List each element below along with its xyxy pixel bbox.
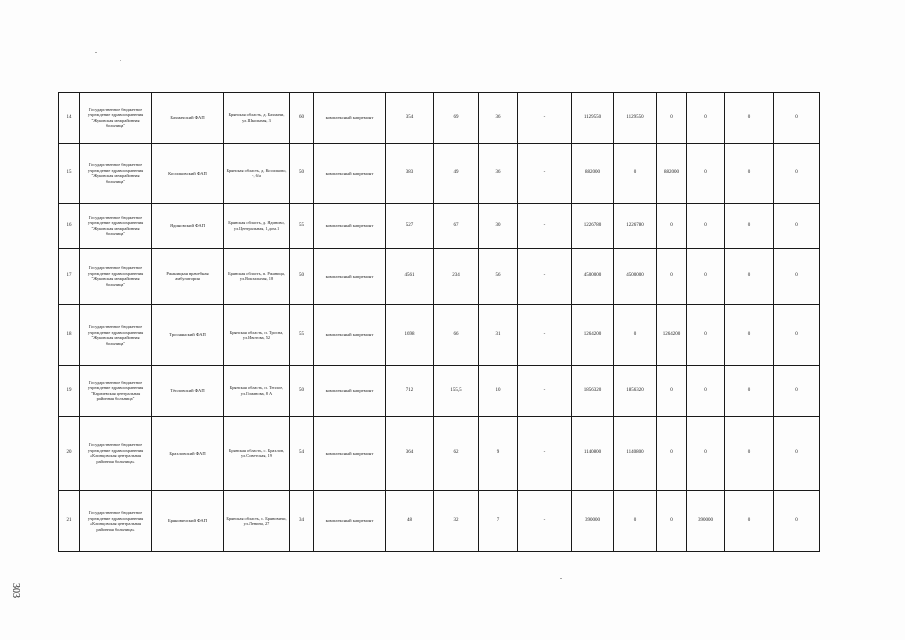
- value-col-8: 155,5: [434, 365, 479, 416]
- facility-name: Тёпловский ФАП: [152, 365, 224, 416]
- value-col-5: 55: [290, 204, 314, 248]
- row-number: 20: [59, 416, 80, 491]
- value-col-10: -: [518, 248, 572, 305]
- value-col-7: 354: [386, 93, 434, 144]
- works-type: комплексный капремонт: [314, 365, 386, 416]
- cost-col-13: 882000: [657, 143, 687, 204]
- organization-name: Государственное бюджетное учреждение здравоохранения "Жуковская межрайонная больница": [80, 248, 152, 305]
- table-row: [59, 365, 820, 416]
- value-col-9: 31: [479, 305, 518, 366]
- facility-name: Троснянский ФАП: [152, 305, 224, 366]
- organization-name: Государственное бюджетное учреждение здравоохранения «Клинцовская центральная районная больница»: [80, 416, 152, 491]
- row-number: 19: [59, 365, 80, 416]
- cost-total: 1226780: [572, 204, 614, 248]
- value-col-10: -: [518, 305, 572, 366]
- facility-address: Брянская область, п. Теплое, ул.Гоманова, 8 А: [224, 365, 290, 416]
- cost-col-14: 0: [687, 416, 725, 491]
- value-col-9: 30: [479, 204, 518, 248]
- cost-col-12: 1856320: [614, 365, 657, 416]
- facility-name: Ядиновский ФАП: [152, 204, 224, 248]
- value-col-7: 383: [386, 143, 434, 204]
- works-type: комплексный капремонт: [314, 305, 386, 366]
- value-col-5: 60: [290, 93, 314, 144]
- value-col-10: -: [518, 204, 572, 248]
- cost-col-15: 0: [725, 93, 774, 144]
- table-row: [59, 416, 820, 491]
- facility-address: Брянская область, д. Косилково, -, 6/а: [224, 143, 290, 204]
- value-col-8: 69: [434, 93, 479, 144]
- value-col-7: 364: [386, 416, 434, 491]
- cost-col-12: 4500000: [614, 248, 657, 305]
- cost-col-16: 0: [774, 416, 820, 491]
- cost-total: 1140800: [572, 416, 614, 491]
- cost-col-14: 0: [687, 248, 725, 305]
- value-col-5: 50: [290, 143, 314, 204]
- table-row: [59, 93, 820, 144]
- value-col-8: 234: [434, 248, 479, 305]
- works-type: комплексный капремонт: [314, 491, 386, 552]
- value-col-10: -: [518, 93, 572, 144]
- scan-speck: [120, 60, 121, 61]
- organization-name: Государственное бюджетное учреждение здравоохранения «Клинцовская центральная районная больница»: [80, 491, 152, 552]
- cost-col-13: 0: [657, 93, 687, 144]
- works-type: комплексный капремонт: [314, 416, 386, 491]
- value-col-7: 712: [386, 365, 434, 416]
- cost-col-12: 1226780: [614, 204, 657, 248]
- cost-col-14: 0: [687, 365, 725, 416]
- organization-name: Государственное бюджетное учреждение здравоохранения "Карачевская центральная районная больница": [80, 365, 152, 416]
- cost-col-15: 0: [725, 143, 774, 204]
- cost-col-15: 0: [725, 248, 774, 305]
- facility-address: Брянская область, с. Брахлов, ул.Советская, 19: [224, 416, 290, 491]
- cost-total: 882000: [572, 143, 614, 204]
- value-col-9: 36: [479, 93, 518, 144]
- organization-name: Государственное бюджетное учреждение здравоохранения "Жуковская межрайонная больница": [80, 93, 152, 144]
- table-row: [59, 143, 820, 204]
- value-col-8: 62: [434, 416, 479, 491]
- row-number: 21: [59, 491, 80, 552]
- value-col-8: 67: [434, 204, 479, 248]
- row-number: 18: [59, 305, 80, 366]
- cost-col-14: 0: [687, 204, 725, 248]
- cost-col-16: 0: [774, 204, 820, 248]
- table-row: [59, 491, 820, 552]
- row-number: 16: [59, 204, 80, 248]
- value-col-7: 1698: [386, 305, 434, 366]
- value-col-9: 56: [479, 248, 518, 305]
- cost-col-12: 1129550: [614, 93, 657, 144]
- cost-col-16: 0: [774, 365, 820, 416]
- cost-col-12: 0: [614, 143, 657, 204]
- value-col-8: 49: [434, 143, 479, 204]
- cost-col-15: 0: [725, 365, 774, 416]
- cost-col-12: 0: [614, 305, 657, 366]
- facility-name: Косилковский ФАП: [152, 143, 224, 204]
- value-col-5: 34: [290, 491, 314, 552]
- row-number: 17: [59, 248, 80, 305]
- value-col-9: 9: [479, 416, 518, 491]
- cost-col-13: 0: [657, 491, 687, 552]
- cost-total: 1856320: [572, 365, 614, 416]
- works-type: комплексный капремонт: [314, 204, 386, 248]
- table-row: [59, 204, 820, 248]
- facility-address: Брянская область, с. Бряновичи, ул.Ленина, 27: [224, 491, 290, 552]
- facility-name: Бряновичский ФАП: [152, 491, 224, 552]
- cost-col-15: 0: [725, 491, 774, 552]
- cost-col-15: 0: [725, 305, 774, 366]
- cost-col-14: 0: [687, 143, 725, 204]
- facility-address: Брянская область, п. Ржаница, ул.Вокзальная, 18: [224, 248, 290, 305]
- cost-col-13: 0: [657, 204, 687, 248]
- cost-col-13: 0: [657, 248, 687, 305]
- works-type: комплексный капремонт: [314, 93, 386, 144]
- cost-total: 4500000: [572, 248, 614, 305]
- facility-address: Брянская область, п. Тросна, ул.Ивотова, 52: [224, 305, 290, 366]
- cost-col-13: 0: [657, 365, 687, 416]
- value-col-10: -: [518, 416, 572, 491]
- organization-name: Государственное бюджетное учреждение здравоохранения "Жуковская межрайонная больница": [80, 305, 152, 366]
- cost-col-14: 0: [687, 305, 725, 366]
- works-type: комплексный капремонт: [314, 248, 386, 305]
- value-col-7: 4561: [386, 248, 434, 305]
- cost-col-15: 0: [725, 204, 774, 248]
- row-number: 14: [59, 93, 80, 144]
- cost-col-12: 0: [614, 491, 657, 552]
- organization-name: Государственное бюджетное учреждение здравоохранения "Жуковская межрайонная больница": [80, 143, 152, 204]
- facilities-table: [58, 92, 820, 552]
- cost-col-16: 0: [774, 143, 820, 204]
- value-col-5: 50: [290, 248, 314, 305]
- facility-name: Бахмачский ФАП: [152, 93, 224, 144]
- table-row: [59, 248, 820, 305]
- works-type: комплексный капремонт: [314, 143, 386, 204]
- value-col-9: 10: [479, 365, 518, 416]
- cost-col-15: 0: [725, 416, 774, 491]
- organization-name: Государственное бюджетное учреждение здравоохранения "Жуковская межрайонная больница": [80, 204, 152, 248]
- row-number: 15: [59, 143, 80, 204]
- table-row: [59, 305, 820, 366]
- value-col-5: 50: [290, 365, 314, 416]
- cost-col-16: 0: [774, 93, 820, 144]
- value-col-8: 66: [434, 305, 479, 366]
- facility-address: Брянская область, д. Бахмачи, ул.Школьная, 3: [224, 93, 290, 144]
- facility-name: Брахловский ФАП: [152, 416, 224, 491]
- cost-col-13: 0: [657, 416, 687, 491]
- cost-col-13: 1264200: [657, 305, 687, 366]
- page-number: 303: [10, 583, 21, 598]
- value-col-10: -: [518, 365, 572, 416]
- cost-col-16: 0: [774, 248, 820, 305]
- cost-col-16: 0: [774, 491, 820, 552]
- scan-speck: [95, 52, 97, 53]
- cost-col-16: 0: [774, 305, 820, 366]
- table-body: [59, 93, 820, 552]
- cost-col-14: 390000: [687, 491, 725, 552]
- scan-speck: [560, 578, 562, 579]
- value-col-9: 7: [479, 491, 518, 552]
- value-col-10: -: [518, 491, 572, 552]
- cost-col-12: 1140800: [614, 416, 657, 491]
- facility-address: Брянская область, д. Ядиново, ул.Центральная, 1,дом.1: [224, 204, 290, 248]
- value-col-10: -: [518, 143, 572, 204]
- cost-total: 1264200: [572, 305, 614, 366]
- cost-total: 390000: [572, 491, 614, 552]
- value-col-5: 54: [290, 416, 314, 491]
- cost-col-14: 0: [687, 93, 725, 144]
- value-col-7: 527: [386, 204, 434, 248]
- value-col-5: 55: [290, 305, 314, 366]
- cost-total: 1129550: [572, 93, 614, 144]
- value-col-7: 48: [386, 491, 434, 552]
- facility-name: Ржаницкая врачебная амбулатория: [152, 248, 224, 305]
- value-col-9: 36: [479, 143, 518, 204]
- value-col-8: 32: [434, 491, 479, 552]
